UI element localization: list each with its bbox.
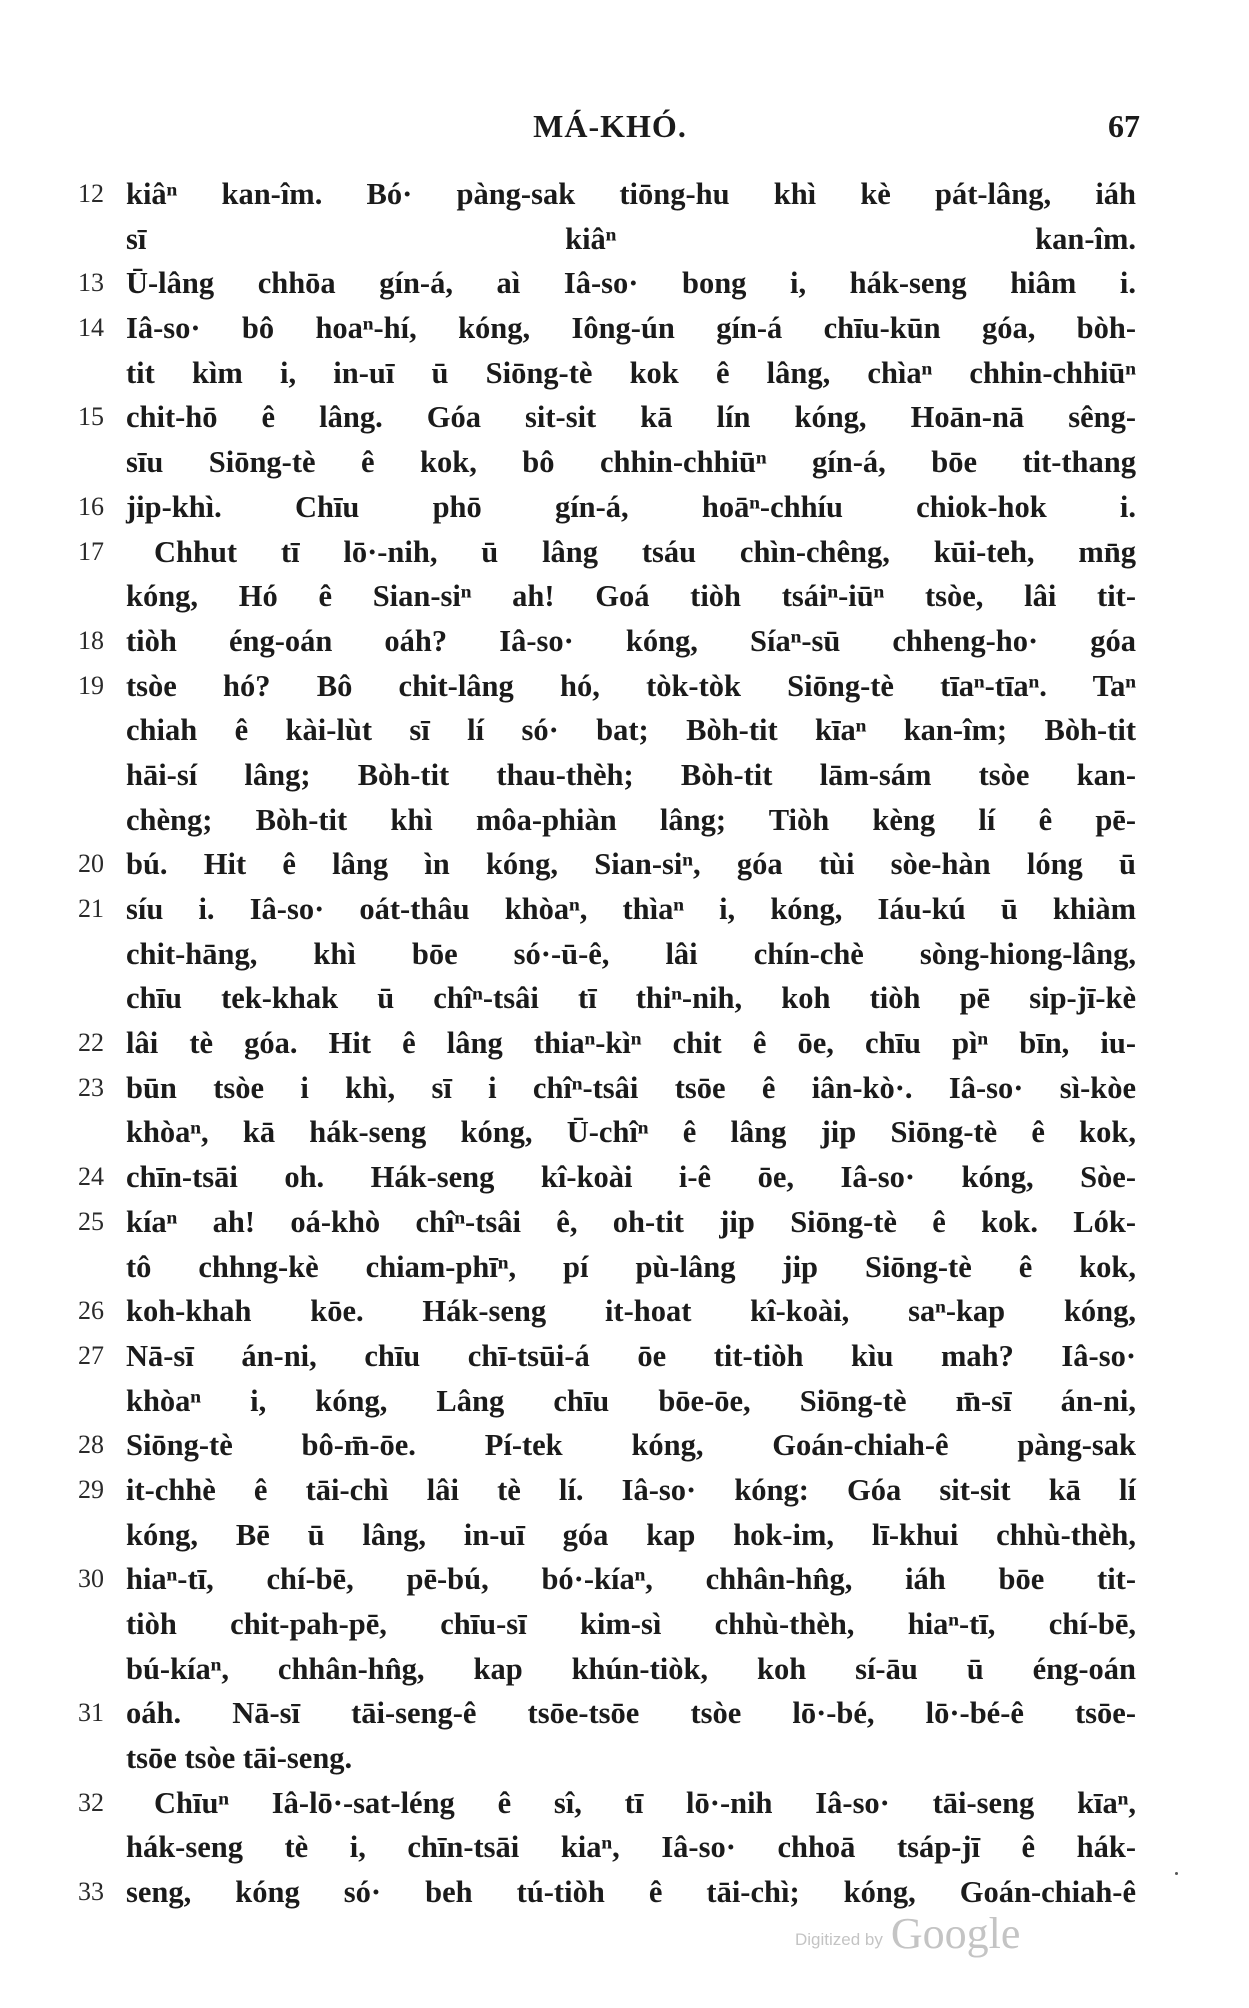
line-text: Nā-sī án-ni, chīu chī-tsūi-á ōe tit-tiòh kìu mah? Iâ-so·	[126, 1338, 1136, 1373]
text-line	[78, 619, 1148, 664]
text-line	[78, 798, 1148, 843]
line-text: chèng; Bòh-tit khì môa-phiàn lâng; Tiòh kèng lí ê pē-	[126, 802, 1136, 837]
verse-number: 29	[78, 1474, 104, 1504]
line-text: tsòe hó? Bô chit-lâng hó, tòk-tòk Siōng-tè tīaⁿ-tīaⁿ. Taⁿ	[126, 668, 1136, 703]
page-header	[80, 108, 1140, 152]
verse-number: 33	[78, 1877, 104, 1907]
text-line	[78, 261, 1148, 306]
text-line	[78, 1021, 1148, 1066]
line-text: chīn-tsāi oh. Hák-seng kî-koài i-ê ōe, Iâ-so· kóng, Sòe-	[126, 1160, 1136, 1195]
text-line	[78, 1245, 1148, 1290]
line-text: kóng, Bē ū lâng, in-uī góa kap hok-im, lī-khui chhù-thèh,	[126, 1517, 1136, 1552]
verse-number: 20	[78, 849, 104, 879]
line-text: jip-khì. Chīu phō gín-á, hoāⁿ-chhíu chiok-hok i.	[126, 489, 1136, 524]
text-line	[78, 1557, 1148, 1602]
line-text: Siōng-tè bô-m̄-ōe. Pí-tek kóng, Goán-chiah-ê pàng-sak	[126, 1428, 1136, 1463]
verse-number: 19	[78, 670, 104, 700]
page-number: 67	[1108, 108, 1140, 144]
line-text: khòaⁿ, kā hák-seng kóng, Ū-chîⁿ ê lâng jip Siōng-tè ê kok,	[126, 1115, 1136, 1150]
line-text: sīu Siōng-tè ê kok, bô chhin-chhiūⁿ gín-á, bōe tit-thang	[126, 445, 1136, 480]
line-text: kíaⁿ ah! oá-khò chîⁿ-tsâi ê, oh-tit jip Siōng-tè ê kok. Lók-	[126, 1204, 1136, 1239]
verse-number: 30	[78, 1564, 104, 1594]
verse-number: 13	[78, 268, 104, 298]
line-text: būn tsòe i khì, sī i chîⁿ-tsâi tsōe ê iân-kò·. Iâ-so· sì-kòe	[126, 1070, 1136, 1105]
text-line	[78, 351, 1148, 396]
text-line	[78, 1736, 1148, 1781]
line-text: lâi tè góa. Hit ê lâng thiaⁿ-kìⁿ chit ê ōe, chīu pìⁿ bīn, iu-	[126, 1026, 1136, 1061]
text-line	[78, 708, 1148, 753]
text-line	[78, 976, 1148, 1021]
text-line	[78, 306, 1148, 351]
verse-number: 16	[78, 491, 104, 521]
text-line	[78, 395, 1148, 440]
line-text: Iâ-so· bô hoaⁿ-hí, kóng, Iông-ún gín-á chīu-kūn góa, bòh-	[126, 311, 1136, 346]
verse-number: 31	[78, 1698, 104, 1728]
verse-number: 23	[78, 1072, 104, 1102]
line-text: kóng, Hó ê Sian-siⁿ ah! Goá tiòh tsáiⁿ-iūⁿ tsòe, lâi tit-	[126, 579, 1136, 614]
text-line	[78, 440, 1148, 485]
verse-number: 32	[78, 1787, 104, 1817]
verse-number: 18	[78, 625, 104, 655]
text-line	[78, 1289, 1148, 1334]
line-text: tiòh éng-oán oáh? Iâ-so· kóng, Síaⁿ-sū chheng-ho· góa	[126, 623, 1136, 658]
text-line	[78, 1110, 1148, 1155]
verse-number: 15	[78, 402, 104, 432]
text-line	[78, 1825, 1148, 1870]
verse-number: 27	[78, 1340, 104, 1370]
line-text: it-chhè ê tāi-chì lâi tè lí. Iâ-so· kóng: Góa sit-sit kā lí	[126, 1472, 1136, 1507]
verse-number: 14	[78, 313, 104, 343]
text-line	[78, 1468, 1148, 1513]
text-line	[78, 1647, 1148, 1692]
text-line	[78, 1334, 1148, 1379]
print-speck	[1175, 1872, 1178, 1875]
text-line	[78, 1781, 1148, 1826]
line-text: chit-hāng, khì bōe só·-ū-ê, lâi chín-chè sòng-hiong-lâng,	[126, 936, 1136, 971]
text-line	[78, 1513, 1148, 1558]
line-text: Chhut tī lō·-nih, ū lâng tsáu chìn-chêng, kūi-teh, mn̄g	[154, 534, 1136, 569]
line-text: khòaⁿ i, kóng, Lâng chīu bōe-ōe, Siōng-tè m̄-sī án-ni,	[126, 1383, 1136, 1418]
line-text: koh-khah kōe. Hák-seng it-hoat kî-koài, saⁿ-kap kóng,	[126, 1294, 1136, 1329]
text-line	[78, 530, 1148, 575]
text-line	[78, 1423, 1148, 1468]
text-line	[78, 1602, 1148, 1647]
text-line	[78, 485, 1148, 530]
verse-number: 26	[78, 1296, 104, 1326]
line-text: Chīuⁿ Iâ-lō·-sat-léng ê sî, tī lō·-nih Iâ-so· tāi-seng kīaⁿ,	[154, 1785, 1136, 1820]
text-line	[78, 1691, 1148, 1736]
line-text: sī kiâⁿ kan-îm.	[126, 221, 1136, 256]
google-logo: Google	[890, 1909, 1021, 1958]
line-text: chit-hō ê lâng. Góa sit-sit kā lín kóng, Hoān-nā sêng-	[126, 400, 1136, 435]
text-line	[78, 1200, 1148, 1245]
line-text: seng, kóng só· beh tú-tiòh ê tāi-chì; kóng, Goán-chiah-ê	[126, 1875, 1136, 1910]
text-line	[78, 1379, 1148, 1424]
line-text: hák-seng tè i, chīn-tsāi kiaⁿ, Iâ-so· chhoā tsáp-jī ê hák-	[126, 1830, 1136, 1865]
text-line	[78, 172, 1148, 217]
text-line	[78, 1066, 1148, 1111]
line-text: bú. Hit ê lâng ìn kóng, Sian-siⁿ, góa tùi sòe-hàn lóng ū	[126, 847, 1136, 882]
text-line	[78, 887, 1148, 932]
text-line	[78, 217, 1148, 262]
text-line	[78, 664, 1148, 709]
line-text: Ū-lâng chhōa gín-á, aì Iâ-so· bong i, hák-seng hiâm i.	[126, 266, 1136, 301]
line-text: chiah ê kài-lùt sī lí só· bat; Bòh-tit kīaⁿ kan-îm; Bòh-tit	[126, 713, 1136, 748]
line-text: tô chhng-kè chiam-phīⁿ, pí pù-lâng jip Siōng-tè ê kok,	[126, 1249, 1136, 1284]
text-line	[78, 1155, 1148, 1200]
line-text: chīu tek-khak ū chîⁿ-tsâi tī thiⁿ-nih, koh tiòh pē sip-jī-kè	[126, 981, 1136, 1016]
text-line	[78, 932, 1148, 977]
line-text: síu i. Iâ-so· oát-thâu khòaⁿ, thìaⁿ i, kóng, Iáu-kú ū khiàm	[126, 892, 1136, 926]
verse-number: 17	[78, 536, 104, 566]
digitized-by-watermark	[795, 1900, 1020, 1956]
verse-number: 22	[78, 1028, 104, 1058]
line-text: hāi-sí lâng; Bòh-tit thau-thèh; Bòh-tit lām-sám tsòe kan-	[126, 757, 1136, 792]
line-text: oáh. Nā-sī tāi-seng-ê tsōe-tsōe tsòe lō·-bé, lō·-bé-ê tsōe-	[126, 1696, 1136, 1731]
text-line	[78, 842, 1148, 887]
verse-number: 12	[78, 179, 104, 208]
line-text: tit kìm i, in-uī ū Siōng-tè kok ê lâng, chìaⁿ chhin-chhiūⁿ	[126, 355, 1136, 390]
verse-number: 25	[78, 1206, 104, 1236]
verse-number: 24	[78, 1162, 104, 1192]
line-text: hiaⁿ-tī, chí-bē, pē-bú, bó·-kíaⁿ, chhân-hn̂g, iáh bōe tit-	[126, 1562, 1136, 1597]
line-text: kiâⁿ kan-îm. Bó· pàng-sak tiōng-hu khì kè pát-lâng, iáh	[126, 177, 1136, 211]
line-text: tsōe tsòe tāi-seng.	[126, 1741, 353, 1776]
verse-number: 28	[78, 1430, 104, 1460]
body-text	[78, 172, 1148, 1915]
running-title: MÁ-KHÓ.	[533, 108, 687, 144]
text-line	[78, 753, 1148, 798]
watermark-prefix: Digitized by	[795, 1930, 883, 1949]
verse-number: 21	[78, 894, 104, 923]
line-text: bú-kíaⁿ, chhân-hn̂g, kap khún-tiòk, koh sí-āu ū éng-oán	[126, 1651, 1136, 1686]
text-line	[78, 574, 1148, 619]
line-text: tiòh chit-pah-pē, chīu-sī kim-sì chhù-thèh, hiaⁿ-tī, chí-bē,	[126, 1607, 1136, 1641]
